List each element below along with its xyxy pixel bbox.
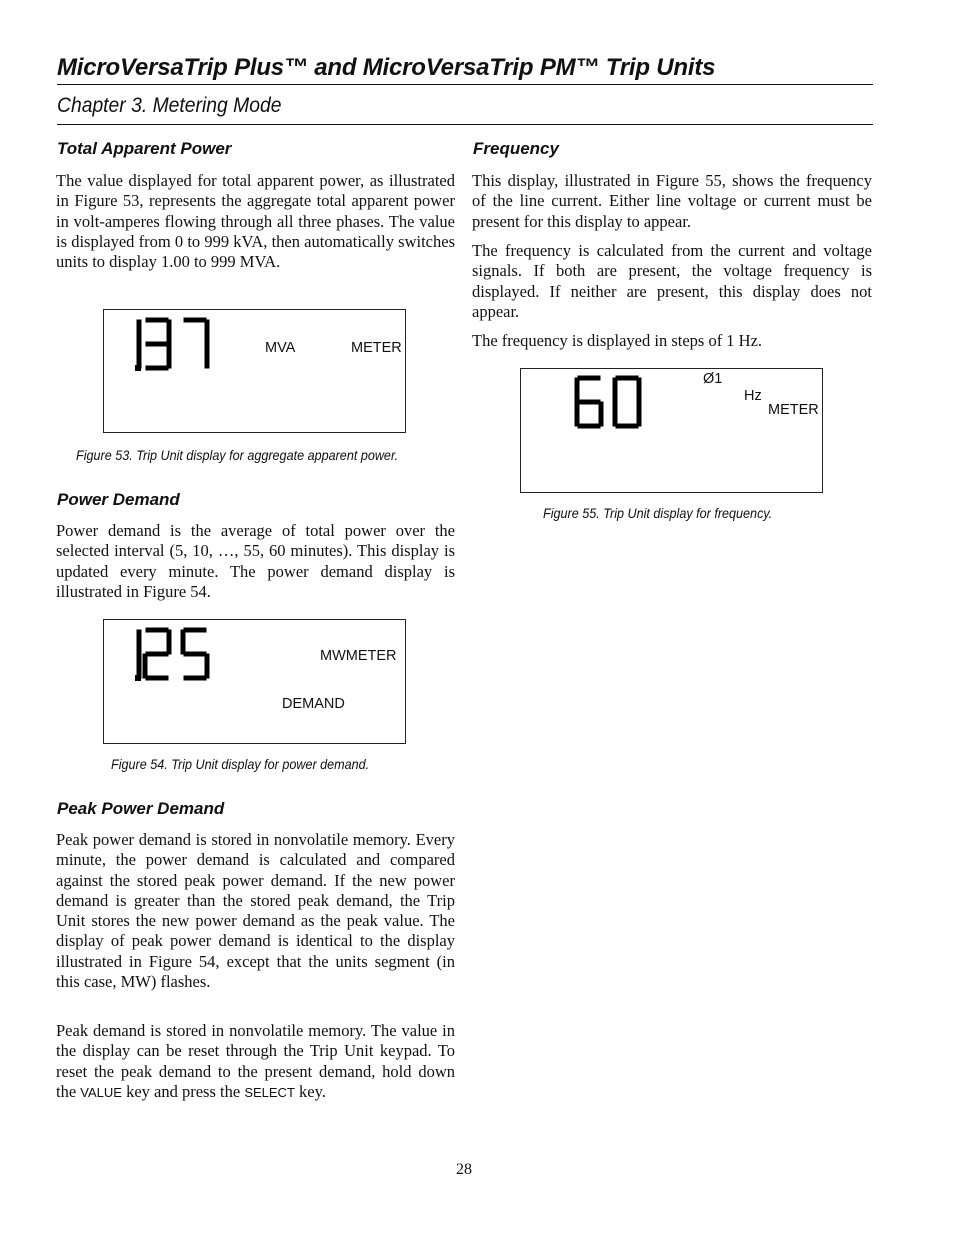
phase-label: Ø1 bbox=[703, 371, 723, 387]
paragraph-total-apparent-power: The value displayed for total apparent power, as illustrated in Figure 53, represents the aggregate total apparent power in volt-amperes flowing through all three phases. The value is displayed from 0 to 999 kVA, then automatically switches units to display 1.00 to 999 MVA. bbox=[56, 171, 455, 272]
paragraph-power-demand: Power demand is the average of total power over the selected interval (5, 10, …, 55, 60 minutes). This display is updated every minute. The power demand display is illustrated in Figure 54. bbox=[56, 521, 455, 601]
unit-mode-label-mwmeter: MWMETER bbox=[320, 648, 397, 664]
decimal-point bbox=[135, 675, 141, 681]
key-name-value: VALUE bbox=[80, 1084, 122, 1100]
title-rule bbox=[57, 84, 873, 85]
mode-label-meter: METER bbox=[768, 402, 819, 418]
chapter-heading: Chapter 3. Metering Mode bbox=[57, 94, 282, 117]
page-number: 28 bbox=[456, 1161, 472, 1178]
paragraph-frequency-3: The frequency is displayed in steps of 1 Hz. bbox=[472, 331, 763, 350]
heading-peak-power-demand: Peak Power Demand bbox=[57, 799, 225, 818]
mode-label-meter: METER bbox=[351, 340, 402, 356]
document-title: MicroVersaTrip Plus™ and MicroVersaTrip PM™ Trip Units bbox=[57, 54, 716, 81]
unit-label-hz: Hz bbox=[744, 388, 762, 404]
heading-power-demand: Power Demand bbox=[57, 490, 180, 509]
caption-fig54: Figure 54. Trip Unit display for power demand. bbox=[111, 756, 370, 772]
heading-total-apparent-power: Total Apparent Power bbox=[57, 139, 232, 158]
paragraph-frequency-1: This display, illustrated in Figure 55, shows the frequency of the line current. Either line voltage or current must be present for this display to appear. bbox=[472, 171, 872, 231]
paragraph-peak-power-demand-1: Peak power demand is stored in nonvolatile memory. Every minute, the power demand is calculated and compared against the stored peak power demand. If the new power demand is greater than the stored peak demand, the Trip Unit stores the new power demand as the peak value. The display of peak power demand is identical to the display illustrated in Figure 54, except that the units segment (in this case, MW) flashes. bbox=[56, 830, 455, 992]
caption-fig55: Figure 55. Trip Unit display for frequency. bbox=[543, 505, 773, 521]
seven-segment-digits bbox=[129, 626, 249, 684]
text-segment: key and press the bbox=[126, 1081, 241, 1101]
lcd-display-fig54 bbox=[103, 619, 406, 744]
text-segment: key. bbox=[299, 1081, 326, 1101]
text-segment: Peak demand is stored in nonvolatile memory. The value in the display can be reset through the Trip Unit keypad. To reset the peak demand to the present demand, hold down the bbox=[56, 1021, 455, 1101]
seven-segment-digits bbox=[129, 316, 249, 374]
chapter-rule bbox=[57, 124, 873, 125]
paragraph-frequency-2: The frequency is calculated from the current and voltage signals. If both are present, the voltage frequency is displayed. If neither are present, this display does not appear. bbox=[472, 241, 872, 321]
key-name-select: SELECT bbox=[244, 1084, 295, 1100]
decimal-point bbox=[135, 365, 141, 371]
demand-label: DEMAND bbox=[282, 696, 345, 712]
lcd-display-fig53 bbox=[103, 309, 406, 433]
caption-fig53: Figure 53. Trip Unit display for aggregate apparent power. bbox=[76, 447, 399, 463]
unit-label-mva: MVA bbox=[265, 340, 296, 356]
heading-frequency: Frequency bbox=[473, 139, 559, 158]
seven-segment-digits bbox=[573, 374, 673, 432]
lcd-display-fig55 bbox=[520, 368, 823, 493]
paragraph-peak-power-demand-2 bbox=[56, 1021, 455, 1103]
